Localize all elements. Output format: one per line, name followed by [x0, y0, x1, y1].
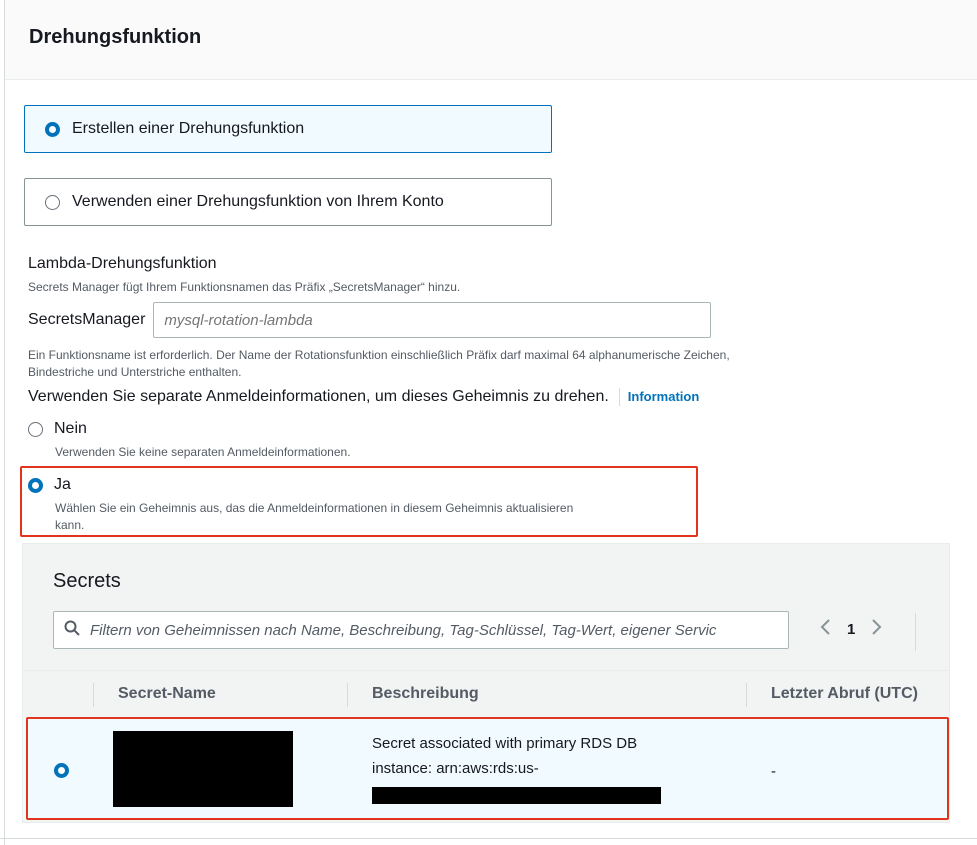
highlight-annotation	[20, 466, 698, 537]
panel-header	[5, 0, 977, 80]
credentials-question	[28, 388, 699, 406]
row-highlight-annotation	[26, 717, 949, 820]
divider	[0, 838, 977, 839]
lambda-description: Secrets Manager fügt Ihrem Funktionsnamen das Präfix „SecretsManager“ hinzu.	[28, 280, 461, 294]
info-link[interactable]: Information	[627, 389, 700, 405]
column-divider	[347, 683, 348, 707]
row-description-line2: instance: arn:aws:rds:us-	[372, 760, 539, 777]
pagination	[819, 618, 883, 641]
lambda-name-input[interactable]	[153, 302, 711, 338]
lambda-constraint-line2: Bindestriche und Unterstriche enthalten.	[28, 365, 242, 379]
table-header	[23, 670, 949, 718]
column-header-description[interactable]: Beschreibung	[372, 685, 479, 702]
search-placeholder: Filtern von Geheimnissen nach Name, Beschreibung, Tag-Schlüssel, Tag-Wert, eigener Servic	[90, 621, 717, 639]
lambda-constraint-line1: Ein Funktionsname ist erforderlich. Der Name der Rotationsfunktion einschließlich Präfix darf maximal 64 alphanumerische Zeichen,	[28, 348, 730, 362]
option-no[interactable]	[28, 420, 87, 438]
option-yes-description-line2: kann.	[55, 518, 85, 532]
tile-label: Erstellen einer Drehungsfunktion	[72, 120, 305, 137]
radio-button[interactable]	[45, 195, 60, 210]
tile-label: Verwenden einer Drehungsfunktion von Ihrem Konto	[72, 193, 444, 210]
credentials-label: Verwenden Sie separate Anmeldeinformationen, um dieses Geheimnis zu drehen.	[28, 388, 609, 406]
lambda-prefix: SecretsManager	[28, 311, 146, 328]
column-header-last-accessed[interactable]: Letzter Abruf (UTC)	[771, 685, 918, 702]
chevron-left-icon[interactable]	[819, 618, 831, 641]
row-last-accessed: -	[771, 763, 776, 780]
lambda-label: Lambda-Drehungsfunktion	[28, 255, 217, 272]
column-header-secret-name[interactable]: Secret-Name	[118, 685, 216, 702]
option-label: Ja	[54, 476, 71, 493]
option-yes-description-line1: Wählen Sie ein Geheimnis aus, das die Anmeldeinformationen in diesem Geheimnis aktualisieren	[55, 501, 574, 515]
row-description-line1: Secret associated with primary RDS DB	[372, 735, 638, 752]
radio-button[interactable]	[28, 422, 43, 437]
search-icon	[64, 620, 80, 641]
secrets-search-field[interactable]	[53, 611, 789, 649]
column-divider	[746, 683, 747, 707]
page-number[interactable]: 1	[847, 621, 856, 638]
lambda-name-row	[28, 302, 711, 338]
panel-title: Drehungsfunktion	[29, 26, 202, 48]
option-label: Nein	[54, 420, 87, 437]
divider	[619, 388, 620, 406]
create-rotation-function-tile[interactable]	[24, 105, 552, 153]
secrets-title: Secrets	[53, 570, 121, 592]
radio-button-selected[interactable]	[45, 122, 60, 137]
column-divider	[93, 683, 94, 707]
chevron-right-icon[interactable]	[871, 618, 883, 641]
option-no-description: Verwenden Sie keine separaten Anmeldeinformationen.	[55, 445, 351, 459]
divider	[915, 613, 916, 651]
use-existing-rotation-function-tile[interactable]	[24, 178, 552, 226]
